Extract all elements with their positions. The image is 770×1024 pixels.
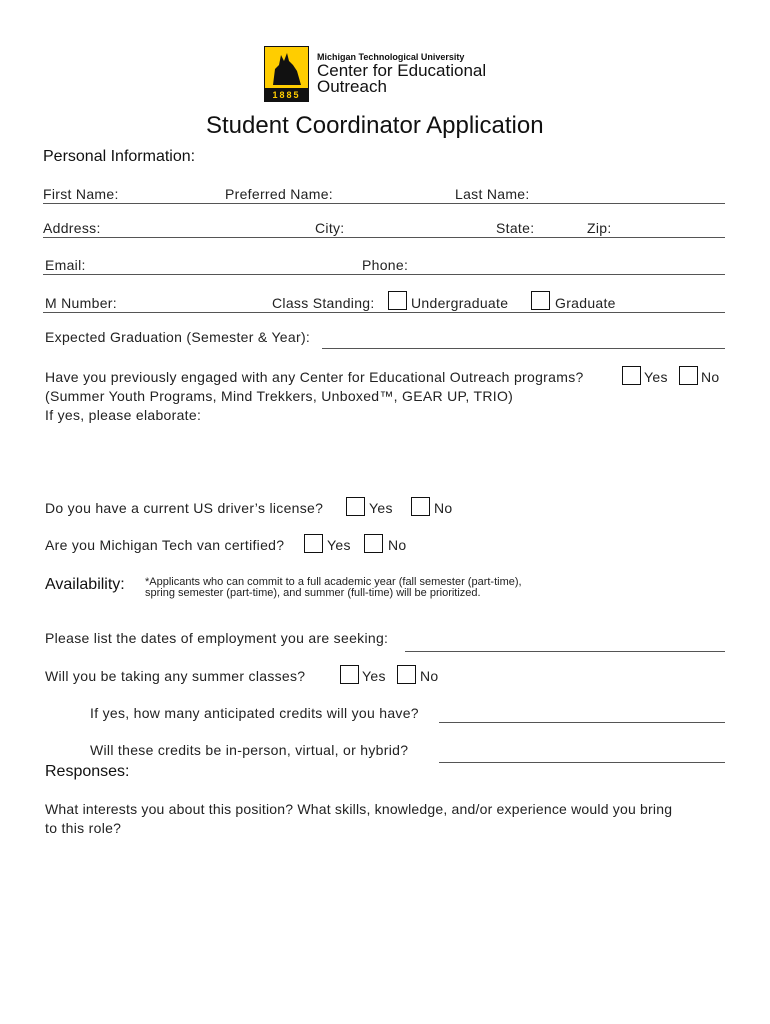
license-question: Do you have a current US driver’s license? — [45, 500, 324, 516]
previous-examples: (Summer Youth Programs, Mind Trekkers, Unboxed™, GEAR UP, TRIO) — [45, 388, 514, 404]
license-no-label: No — [434, 500, 453, 516]
van-no-label: No — [388, 537, 407, 553]
previous-no-checkbox[interactable] — [679, 366, 698, 385]
interest-question-line1: What interests you about this position? What skills, knowledge, and/or experience would you bring — [45, 801, 673, 817]
husky-icon — [265, 47, 307, 87]
previous-engagement-question: Have you previously engaged with any Center for Educational Outreach programs? — [45, 369, 584, 385]
availability-note-line1: *Applicants who can commit to a full academic year (fall semester (part-time), — [145, 576, 522, 588]
m-number-label: M Number: — [45, 295, 117, 311]
page-title: Student Coordinator Application — [206, 112, 544, 139]
elaborate-answer-area[interactable] — [45, 428, 725, 488]
personal-info-heading: Personal Information: — [43, 148, 196, 165]
credits-question: If yes, how many anticipated credits will you have? — [90, 705, 419, 721]
van-yes-checkbox[interactable] — [304, 534, 323, 553]
van-question: Are you Michigan Tech van certified? — [45, 537, 285, 553]
expected-graduation-label: Expected Graduation (Semester & Year): — [45, 329, 311, 345]
credit-mode-question: Will these credits be in-person, virtual, or hybrid? — [90, 742, 409, 758]
department-name — [317, 63, 486, 95]
availability-heading: Availability: — [45, 576, 125, 593]
class-standing-label: Class Standing: — [272, 295, 375, 311]
phone-label: Phone: — [362, 257, 409, 273]
previous-no-label: No — [701, 369, 720, 385]
license-yes-checkbox[interactable] — [346, 497, 365, 516]
license-no-checkbox[interactable] — [411, 497, 430, 516]
last-name-label: Last Name: — [455, 186, 530, 202]
credits-line[interactable] — [439, 722, 725, 723]
employment-dates-question: Please list the dates of employment you are seeking: — [45, 630, 389, 646]
email-label: Email: — [45, 257, 86, 273]
university-name: Michigan Technological University — [317, 52, 465, 62]
first-name-label: First Name: — [43, 186, 119, 202]
interest-question-line2: to this role? — [45, 820, 122, 836]
expected-graduation-line[interactable] — [322, 348, 725, 349]
responses-heading: Responses: — [45, 763, 130, 780]
summer-no-label: No — [420, 668, 439, 684]
summer-classes-question: Will you be taking any summer classes? — [45, 668, 306, 684]
credit-mode-line[interactable] — [439, 762, 725, 763]
graduate-label: Graduate — [555, 295, 616, 311]
van-no-checkbox[interactable] — [364, 534, 383, 553]
undergraduate-checkbox[interactable] — [388, 291, 407, 310]
summer-yes-label: Yes — [362, 668, 386, 684]
undergraduate-label: Undergraduate — [411, 295, 509, 311]
interest-answer-area[interactable] — [45, 845, 725, 1005]
department-name-line2: Outreach — [317, 77, 387, 96]
van-yes-label: Yes — [327, 537, 351, 553]
summer-yes-checkbox[interactable] — [340, 665, 359, 684]
m-number-line[interactable] — [43, 312, 725, 313]
previous-yes-checkbox[interactable] — [622, 366, 641, 385]
graduate-checkbox[interactable] — [531, 291, 550, 310]
availability-note-line2: spring semester (part-time), and summer (full-time) will be prioritized. — [145, 587, 481, 599]
state-label: State: — [496, 220, 535, 236]
city-label: City: — [315, 220, 345, 236]
zip-label: Zip: — [587, 220, 612, 236]
logo-year: 1885 — [264, 88, 309, 102]
summer-no-checkbox[interactable] — [397, 665, 416, 684]
elaborate-label: If yes, please elaborate: — [45, 407, 202, 423]
employment-dates-line[interactable] — [405, 651, 725, 652]
address-label: Address: — [43, 220, 101, 236]
license-yes-label: Yes — [369, 500, 393, 516]
email-phone-line[interactable] — [43, 274, 725, 275]
address-line[interactable] — [43, 237, 725, 238]
name-line[interactable] — [43, 203, 725, 204]
previous-yes-label: Yes — [644, 369, 668, 385]
preferred-name-label: Preferred Name: — [225, 186, 333, 202]
department-name-line1: Center for Educational — [317, 61, 487, 80]
